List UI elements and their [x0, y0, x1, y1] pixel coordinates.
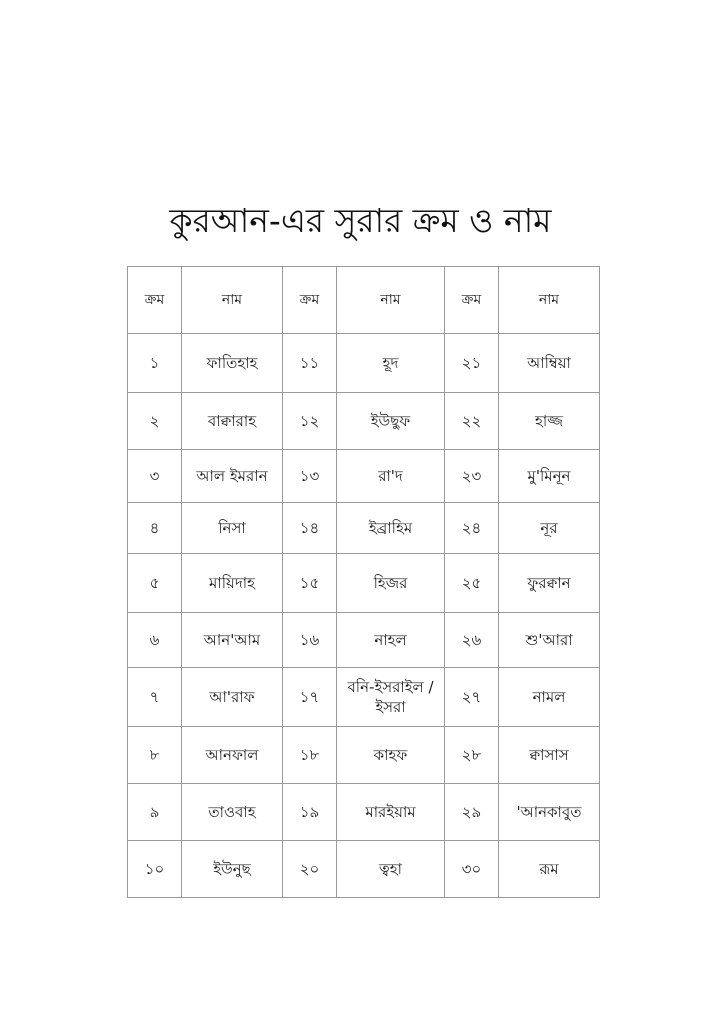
table-cell-order: ১১ — [283, 334, 337, 393]
table-cell-name: ক্বাসাস — [499, 727, 600, 784]
table-cell-name: আ'রাফ — [182, 668, 283, 727]
table-cell-name: মু'মিনূন — [499, 450, 600, 503]
table-cell-name: নিসা — [182, 503, 283, 554]
table-cell-order: ২৮ — [445, 727, 499, 784]
header-name: নাম — [182, 267, 283, 334]
table-cell-order: ২১ — [445, 334, 499, 393]
table-cell-name: নামল — [499, 668, 600, 727]
table-cell-order: ১৭ — [283, 668, 337, 727]
surah-order-table — [127, 266, 600, 898]
table-row — [128, 784, 600, 841]
table-cell-order: ১৬ — [283, 613, 337, 668]
table-cell-name: মায়িদাহ — [182, 554, 283, 613]
table-cell-order: ২৯ — [445, 784, 499, 841]
table-cell-name: ফুরক্বান — [499, 554, 600, 613]
table-cell-order: ২৪ — [445, 503, 499, 554]
table-cell-name: শু'আরা — [499, 613, 600, 668]
table-cell-name: আন'আম — [182, 613, 283, 668]
table-cell-order: ১৫ — [283, 554, 337, 613]
table-cell-name: আম্বিয়া — [499, 334, 600, 393]
table-cell-name: মারইয়াম — [337, 784, 445, 841]
table-cell-name: ইব্রাহিম — [337, 503, 445, 554]
table-row — [128, 727, 600, 784]
table-cell-order: ৩০ — [445, 841, 499, 898]
table-cell-order: ১৮ — [283, 727, 337, 784]
table-row — [128, 393, 600, 450]
table-cell-name: রূম — [499, 841, 600, 898]
table-cell-name: ত্বহা — [337, 841, 445, 898]
table-cell-order: ৯ — [128, 784, 182, 841]
header-name: নাম — [499, 267, 600, 334]
table-header-row — [128, 267, 600, 334]
table-cell-order: ২০ — [283, 841, 337, 898]
header-name: নাম — [337, 267, 445, 334]
table-row — [128, 554, 600, 613]
table-cell-order: ১০ — [128, 841, 182, 898]
table-row — [128, 450, 600, 503]
table-cell-order: ২৭ — [445, 668, 499, 727]
table-cell-order: ১ — [128, 334, 182, 393]
table-cell-order: ২২ — [445, 393, 499, 450]
table-row — [128, 503, 600, 554]
table-cell-order: ৭ — [128, 668, 182, 727]
table-row — [128, 613, 600, 668]
table-cell-name: ইউছুফ — [337, 393, 445, 450]
table-cell-name: নাহল — [337, 613, 445, 668]
table-cell-name: আনফাল — [182, 727, 283, 784]
table-cell-order: ১২ — [283, 393, 337, 450]
table-cell-name: বনি-ইসরাইল /ইসরা — [337, 668, 445, 727]
table-cell-order: ২৫ — [445, 554, 499, 613]
table-cell-order: ২৩ — [445, 450, 499, 503]
table-cell-name: হূদ — [337, 334, 445, 393]
table-cell-order: ১৯ — [283, 784, 337, 841]
table-row — [128, 841, 600, 898]
table-cell-name: কাহফ — [337, 727, 445, 784]
table-cell-order: ৫ — [128, 554, 182, 613]
table-cell-name: ইউনুছ — [182, 841, 283, 898]
table-cell-name: বাক্বারাহ — [182, 393, 283, 450]
table-cell-name: আল ইমরান — [182, 450, 283, 503]
table-row — [128, 668, 600, 727]
table-cell-order: ৩ — [128, 450, 182, 503]
table-cell-order: ১৩ — [283, 450, 337, 503]
table-cell-order: ১৪ — [283, 503, 337, 554]
table-cell-name: 'আনকাবুত — [499, 784, 600, 841]
table-row — [128, 334, 600, 393]
table-cell-order: ২ — [128, 393, 182, 450]
header-order: ক্রম — [445, 267, 499, 334]
table-cell-name: তাওবাহ — [182, 784, 283, 841]
table-cell-order: ৪ — [128, 503, 182, 554]
table-cell-name: হিজর — [337, 554, 445, 613]
table-cell-order: ৮ — [128, 727, 182, 784]
table-cell-name: নূর — [499, 503, 600, 554]
table-cell-name: হাজ্জ — [499, 393, 600, 450]
table-cell-name: ফাতিহাহ — [182, 334, 283, 393]
header-order: ক্রম — [128, 267, 182, 334]
table-cell-name: রা'দ — [337, 450, 445, 503]
header-order: ক্রম — [283, 267, 337, 334]
page-title: কুরআন-এর সুরার ক্রম ও নাম — [169, 201, 552, 240]
table-cell-order: ২৬ — [445, 613, 499, 668]
table-cell-order: ৬ — [128, 613, 182, 668]
